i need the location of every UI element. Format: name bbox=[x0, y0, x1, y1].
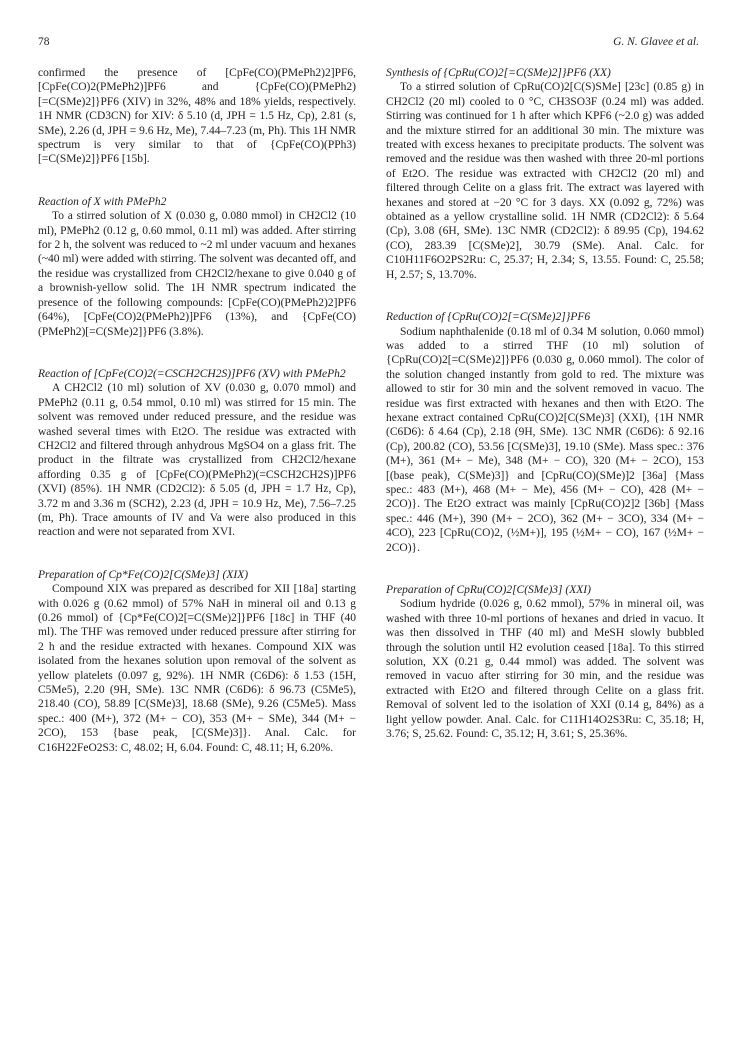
page-number: 78 bbox=[38, 36, 50, 48]
section-heading-synthesis-xx: Synthesis of {CpRu(CO)2[=C(SMe)2]}PF6 (XX) bbox=[386, 67, 611, 79]
page-header bbox=[38, 36, 699, 56]
left-column bbox=[38, 66, 356, 755]
section-heading-reaction-xv: Reaction of [CpFe(CO)2(=CSCH2CH2S)]PF6 (XV) with PMePh2 bbox=[38, 367, 346, 380]
section-heading-preparation-xxi: Preparation of CpRu(CO)2[C(SMe)3] (XXI) bbox=[386, 584, 591, 596]
paragraph-reaction-xv: A CH2Cl2 (10 ml) solution of XV (0.030 g, 0.070 mmol) and PMePh2 (0.11 g, 0.54 mmol, 0.10 ml) was stirred for 15 min. The solvent was removed under reduced pressure, and the residue was washed several times with Et2O. The residue was extracted with CH2Cl2 and filtered through anhydrous MgSO4 on a glass frit. The product in the filtrate was crystallized from CH2Cl2/hexane affording 0.35 g of [CpFe(CO)(PMePh2)(=CSCH2CH2S)]PF6 (XVI) (85%). 1H NMR (CD2Cl2): δ 5.05 (d, JPH = 1.7 Hz, Cp), 3.72 m and 3.36 m (SCH2), 2.23 (d, JPH = 10.9 Hz, Me), 7.56–7.25 (m, Ph). Trace amounts of IV and Va were also produced in this reaction and were not separated from XVI. bbox=[38, 382, 356, 539]
paragraph-reaction-x: To a stirred solution of X (0.030 g, 0.080 mmol) in CH2Cl2 (10 ml), PMePh2 (0.12 g, 0.60 mmol, 0.11 ml) was added. After stirring for 2 h, the solvent was reduced to ~2 ml under vacuum and hexanes (~40 ml) were added with stirring. The solvent was decanted off, and the residue was crystallized from CH2Cl2/hexane to give 0.040 g of a brownish-yellow solid. The 1H NMR spectrum indicated the presence of the following compounds: [CpFe(CO)(PMePh2)2]PF6 (64%), [CpFe(CO)2(PMePh2)]PF6 (13%), and {CpFe(CO)(PMePh2)[=C(SMe)2]}PF6 (3.8%). bbox=[38, 210, 356, 338]
running-head: G. N. Glavee et al. bbox=[613, 36, 699, 48]
paragraph-continuation: confirmed the presence of [CpFe(CO)(PMePh2)2]PF6, [CpFe(CO)2(PMePh2)]PF6 and {CpFe(CO)(PMePh2)[=C(SMe)2]}PF6 (XIV) in 32%, 48% and 18% yields, respectively. 1H NMR (CD3CN) for XIV: δ 5.10 (d, JPH = 1.5 Hz, Cp), 2.81 (s, SMe), 2.26 (d, JPH = 9.6 Hz, Me), 7.44–7.23 (m, Ph). This 1H NMR spectrum is very similar to that of {CpFe(CO)(PPh3)[=C(SMe)2]}PF6 [15b]. bbox=[38, 67, 356, 166]
paragraph-preparation-xix: Compound XIX was prepared as described for XII [18a] starting with 0.026 g (0.62 mmol) of 57% NaH in mineral oil and 0.13 g (0.26 mmol) of {Cp*Fe(CO)2[=C(SMe)2]}PF6 [18c] in THF (40 ml). The THF was removed under reduced pressure after stirring for 2 h and the residue extracted with hexanes. Compound XIX was isolated from the hexanes solution upon removal of the solvent as yellow platelets (0.097 g, 92%). 1H NMR (C6D6): δ 1.53 (15H, C5Me5), 2.20 (9H, SMe). 13C NMR (C6D6): δ 96.73 (C5Me5), 218.40 (CO), 58.89 [C(SMe)3], 18.68 (SMe), 9.26 (C5Me5). Mass spec.: 400 (M+), 372 (M+ − CO), 353 (M+ − SMe), 344 (M+ − 2CO), 153 {base peak, [C(SMe)3]}. Anal. Calc. for C16H22FeO2S3: C, 48.02; H, 6.04. Found: C, 48.11; H, 6.20%. bbox=[38, 583, 356, 754]
paragraph-reduction: Sodium naphthalenide (0.18 ml of 0.34 M solution, 0.060 mmol) was added to a stirred THF (10 ml) solution of {CpRu(CO)2[=C(SMe)2]}PF6 (0.030 g, 0.060 mmol). The color of the solution changed instantly from gold to red. The mixture was allowed to stir for 30 min and the solvent removed in vacuo. The residue was first extracted with hexanes and then with Et2O. The hexane extract contained CpRu(CO)2[C(SMe)3] (XXI), {1H NMR (C6D6): δ 4.64 (Cp), 2.18 (9H, SMe). 13C NMR (C6D6): δ 92.16 (Cp), 200.82 (CO), 53.56 [C(SMe)3], 19.10 (SMe). Mass spec.: 376 (M+), 361 (M+ − Me), 348 (M+ − CO), 320 (M+ − 2CO), 153 [(base peak), C(SMe)3]} and [CpRu(CO)(SMe)]2 [36a] {Mass spec.: 483 (M+), 468 (M+ − Me), 456 (M+ − CO), 428 (M+ − 2CO)}. The Et2O extract was mainly [CpRu(CO)2]2 [36b] {Mass spec.: 446 (M+), 390 (M+ − 2CO), 362 (M+ − 3CO), 334 (M+ − 4CO), 223 [CpRu(CO)2, (½M+)], 195 (½M+ − CO), 167 (½M+ − 2CO)}. bbox=[386, 325, 704, 554]
paragraph-preparation-xxi: Sodium hydride (0.026 g, 0.62 mmol), 57% in mineral oil, was washed with three 10-ml portions of hexanes and dried in vacuo. It was then dissolved in THF (40 ml) and MeSH slowly bubbled through the solution until H2 evolution ceased [18a]. To this stirred solution, XX (0.21 g, 0.44 mmol) was added. The solvent was removed in vacuo after stirring for 30 min, and the residue was extracted with Et2O and filtered through Celite on a glass frit. Removal of solvent led to the isolation of XXI (0.14 g, 84%) as a light yellow powder. Anal. Calc. for C11H14O2S3Ru: C, 35.18; H, 3.76; S, 25.62. Found: C, 35.12; H, 3.61; S, 25.36%. bbox=[386, 598, 704, 741]
section-heading-preparation-xix: Preparation of Cp*Fe(CO)2[C(SMe)3] (XIX) bbox=[38, 568, 249, 581]
section-heading-reduction: Reduction of {CpRu(CO)2[=C(SMe)2]}PF6 bbox=[386, 311, 591, 324]
paragraph-synthesis-xx: To a stirred solution of CpRu(CO)2[C(S)SMe] [23c] (0.85 g) in CH2Cl2 (20 ml) cooled to 0 °C, CH3SO3F (0.24 ml) was added. Stirring was continued for 1 h after which KPF6 (~2.0 g) was added and the mixture stirred for an additional 30 min. The mixture was treated with excess hexanes to precipitate products. The solvent was removed and the residue was then washed with three 20-ml portions of Et2O. The residue was extracted with CH2Cl2 (20 ml) and filtered through Celite on a glass frit. The extract was layered with hexanes and stored at −20 °C for 3 days. XX (0.092 g, 72%) was obtained as a yellow crystalline solid. 1H NMR (CD2Cl2): δ 5.64 (Cp), 3.08 (6H, SMe). 13C NMR (CD2Cl2): δ 89.95 (Cp), 194.62 (CO), 283.39 [C(SMe)2], 30.79 (SMe). Anal. Calc. for C10H11F6O2PS2Ru: C, 25.37; H, 2.34; S, 13.55. Found: C, 25.58; H, 2.57; S, 13.70%. bbox=[386, 81, 704, 281]
right-column bbox=[386, 66, 704, 741]
section-heading-reaction-x: Reaction of X with PMePh2 bbox=[38, 195, 167, 208]
